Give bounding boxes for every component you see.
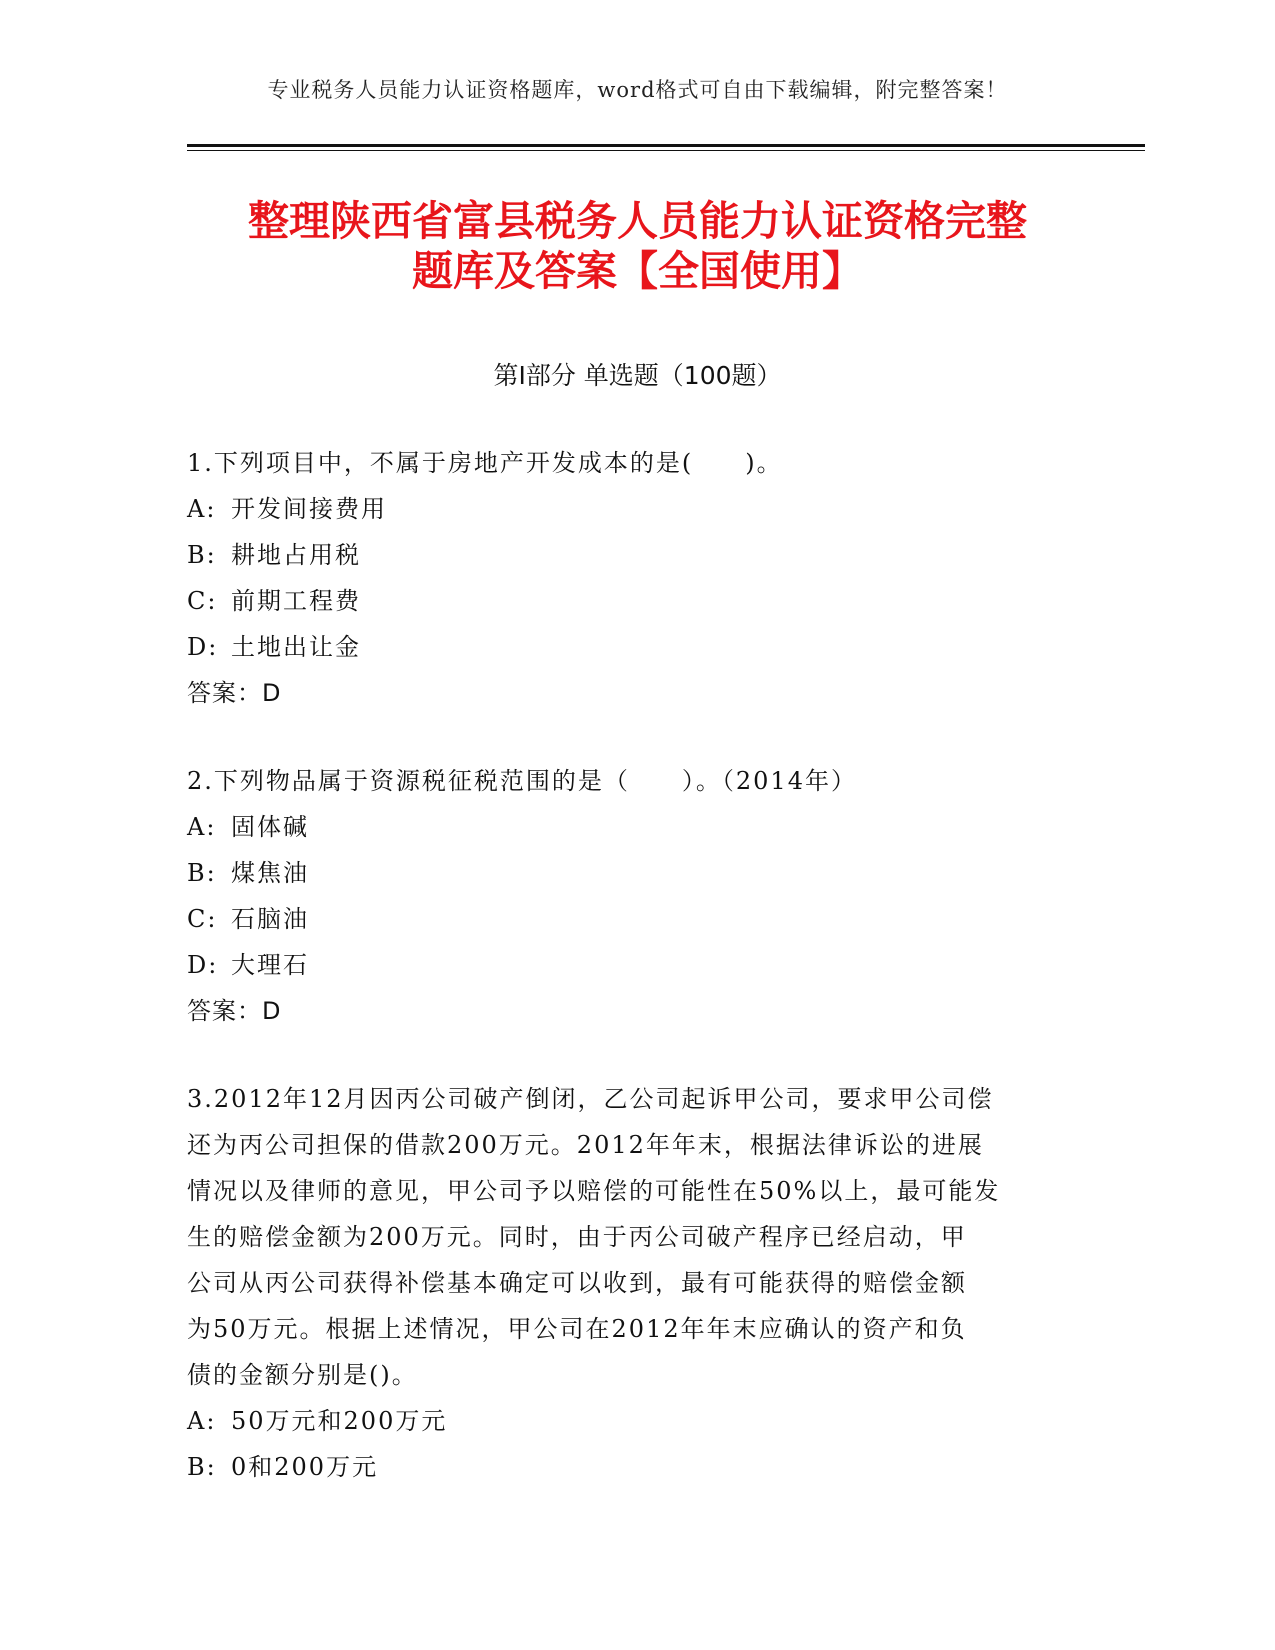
title-line-1: 整理陕西省富县税务人员能力认证资格完整 bbox=[248, 197, 1027, 245]
option-text: 固体碱 bbox=[231, 813, 309, 841]
option-text: 耕地占用税 bbox=[231, 541, 361, 569]
option-b bbox=[187, 850, 1087, 896]
question-stem: 2.下列物品属于资源税征税范围的是（ ）。（2014年） bbox=[187, 767, 857, 795]
option-text: 煤焦油 bbox=[231, 859, 309, 887]
header-rule-thin bbox=[187, 150, 1145, 151]
section-heading: 第Ⅰ部分 单选题（100题） bbox=[493, 361, 782, 390]
answer: 答案：D bbox=[187, 679, 282, 707]
option-a bbox=[187, 486, 1087, 532]
option-key: B: bbox=[187, 541, 217, 569]
option-key: C: bbox=[187, 587, 218, 615]
option-a bbox=[187, 804, 1087, 850]
option-a bbox=[187, 1398, 1087, 1444]
option-key: D: bbox=[187, 951, 219, 979]
option-c bbox=[187, 896, 1087, 942]
question-stem-line: 生的赔偿金额为200万元。同时，由于丙公司破产程序已经启动，甲 bbox=[187, 1223, 967, 1251]
option-d bbox=[187, 942, 1087, 988]
question-stem-line: 还为丙公司担保的借款200万元。2012年年末，根据法律诉讼的进展 bbox=[187, 1131, 984, 1159]
option-c bbox=[187, 578, 1087, 624]
question-stem-line: 债的金额分别是()。 bbox=[187, 1361, 418, 1389]
option-text: 0和200万元 bbox=[231, 1453, 379, 1481]
option-key: D: bbox=[187, 633, 219, 661]
header-note: 专业税务人员能力认证资格题库，word格式可自由下载编辑，附完整答案！ bbox=[267, 78, 1008, 102]
header-rule-thick bbox=[187, 144, 1145, 147]
option-d bbox=[187, 624, 1087, 670]
option-text: 开发间接费用 bbox=[231, 495, 387, 523]
question-stem-line: 情况以及律师的意见，甲公司予以赔偿的可能性在50%以上，最可能发 bbox=[187, 1177, 1001, 1205]
option-text: 石脑油 bbox=[231, 905, 309, 933]
option-key: A: bbox=[187, 1407, 217, 1435]
question-stem-line: 公司从丙公司获得补偿基本确定可以收到，最有可能获得的赔偿金额 bbox=[187, 1269, 967, 1297]
option-b bbox=[187, 532, 1087, 578]
question-stem-line: 为50万元。根据上述情况，甲公司在2012年年末应确认的资产和负 bbox=[187, 1315, 967, 1343]
question-3 bbox=[187, 1076, 1087, 1490]
option-text: 大理石 bbox=[231, 951, 309, 979]
option-key: A: bbox=[187, 495, 217, 523]
question-2 bbox=[187, 758, 1087, 1034]
option-text: 前期工程费 bbox=[231, 587, 361, 615]
option-key: B: bbox=[187, 859, 217, 887]
title-line-2: 题库及答案【全国使用】 bbox=[412, 247, 863, 295]
question-1 bbox=[187, 440, 1087, 716]
answer: 答案：D bbox=[187, 997, 282, 1025]
question-stem: 1.下列项目中，不属于房地产开发成本的是( )。 bbox=[187, 449, 783, 477]
option-text: 土地出让金 bbox=[231, 633, 361, 661]
option-text: 50万元和200万元 bbox=[231, 1407, 448, 1435]
option-key: A: bbox=[187, 813, 217, 841]
question-stem-line: 3.2012年12月因丙公司破产倒闭，乙公司起诉甲公司，要求甲公司偿 bbox=[187, 1085, 994, 1113]
document-title bbox=[150, 196, 1125, 296]
option-key: C: bbox=[187, 905, 218, 933]
option-b bbox=[187, 1444, 1087, 1490]
option-key: B: bbox=[187, 1453, 217, 1481]
